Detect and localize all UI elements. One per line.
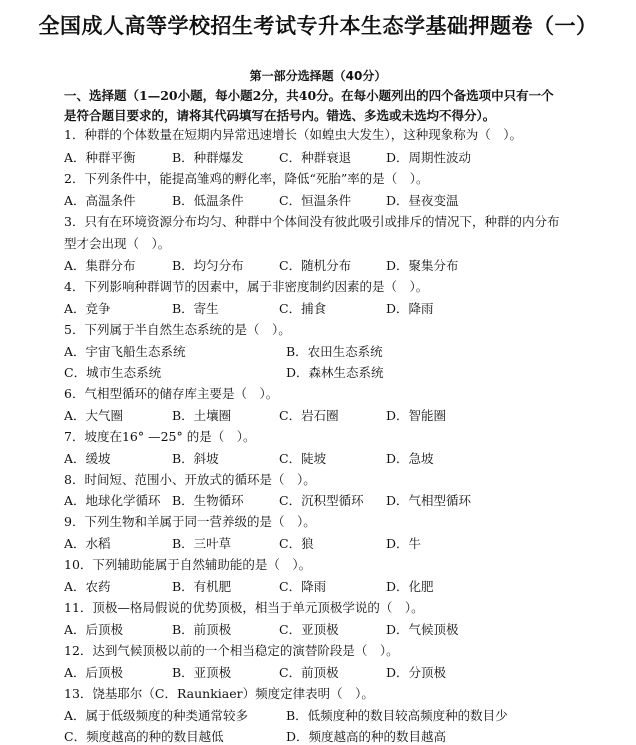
question-4-stem: 4．下列影响种群调节的因素中，属于非密度制约因素的是（ ）。 bbox=[64, 279, 429, 294]
question-11-stem: 11．顶极—格局假说的优势顶极，相当于单元顶极学说的（ ）。 bbox=[64, 600, 424, 615]
question-10-stem: 10．下列辅助能属于自然辅助能的是（ ）。 bbox=[64, 557, 312, 572]
question-2-stem: 2．下列条件中，能提高雏鸡的孵化率，降低“死胎”率的是（ ）。 bbox=[64, 171, 429, 186]
section-instructions-line-1: 一、选择题（1—20小题，每小题2分，共40分。在每小题列出的四个备选项中只有一个 bbox=[64, 88, 554, 103]
question-1-option-b: B．种群爆发 bbox=[172, 150, 244, 165]
question-8-option-a: A．地球化学循环 bbox=[64, 493, 161, 508]
question-9-option-b: B．三叶草 bbox=[172, 536, 232, 551]
question-13-stem: 13．饶基耶尔（C．Raunkiaer）频度定律表明（ ）。 bbox=[64, 686, 374, 701]
question-7-option-b: B．斜坡 bbox=[172, 451, 219, 466]
question-7-option-a: A．缓坡 bbox=[64, 451, 111, 466]
question-5-option-c: C．城市生态系统 bbox=[64, 365, 162, 380]
question-9-stem: 9．下列生物和羊属于同一营养级的是（ ）。 bbox=[64, 514, 316, 529]
question-10-option-c: C．降雨 bbox=[279, 579, 327, 594]
question-13-option-c: C．频度越高的种的数目越低 bbox=[64, 729, 224, 744]
question-4-option-b: B．寄生 bbox=[172, 301, 219, 316]
question-1-option-a: A．种群平衡 bbox=[64, 150, 136, 165]
question-6-option-b: B．土壤圈 bbox=[172, 408, 232, 423]
question-4-option-a: A．竞争 bbox=[64, 301, 111, 316]
question-1-stem: 1．种群的个体数量在短期内异常迅速增长（如蝗虫大发生），这种现象称为（ ）。 bbox=[64, 127, 522, 142]
question-11-option-d: D．气候顶极 bbox=[386, 622, 459, 637]
question-12-option-b: B．亚顶极 bbox=[172, 665, 232, 680]
question-2-option-a: A．高温条件 bbox=[64, 193, 136, 208]
question-11-option-b: B．前顶极 bbox=[172, 622, 232, 637]
question-3-stem-line-1: 3．只有在环境资源分布均匀、种群中个体间没有彼此吸引或排斥的情况下，种群的内分布 bbox=[64, 214, 560, 229]
question-12-option-d: D．分顶极 bbox=[386, 665, 447, 680]
question-12-option-c: C．前顶极 bbox=[279, 665, 339, 680]
question-2-option-b: B．低温条件 bbox=[172, 193, 244, 208]
question-6-option-a: A．大气圈 bbox=[64, 408, 124, 423]
question-4-option-c: C．捕食 bbox=[279, 301, 327, 316]
question-9-option-a: A．水稻 bbox=[64, 536, 111, 551]
question-13-option-d: D．频度越高的种的数目越高 bbox=[286, 729, 447, 744]
question-3-option-a: A．集群分布 bbox=[64, 258, 136, 273]
question-10-option-b: B．有机肥 bbox=[172, 579, 232, 594]
question-11-option-a: A．后顶极 bbox=[64, 622, 124, 637]
question-1-option-c: C．种群衰退 bbox=[279, 150, 352, 165]
question-9-option-d: D．牛 bbox=[386, 536, 422, 551]
question-9-option-c: C．狼 bbox=[279, 536, 314, 551]
question-7-stem: 7．坡度在16° —25° 的是（ ）。 bbox=[64, 429, 256, 444]
question-10-option-a: A．农药 bbox=[64, 579, 111, 594]
question-6-option-d: D．智能圈 bbox=[386, 408, 447, 423]
question-2-option-d: D．昼夜变温 bbox=[386, 193, 459, 208]
question-3-stem-line-2: 型才会出现（ ）。 bbox=[64, 236, 171, 251]
section-instructions-line-2: 是符合题目要求的，请将其代码填写在括号内。错选、多选或未选均不得分）。 bbox=[64, 108, 496, 123]
question-11-option-c: C．亚顶极 bbox=[279, 622, 339, 637]
question-5-option-b: B．农田生态系统 bbox=[286, 344, 383, 359]
question-8-option-d: D．气相型循环 bbox=[386, 493, 472, 508]
question-8-option-c: C．沉积型循环 bbox=[279, 493, 364, 508]
question-13-option-b: B．低频度种的数目较高频度种的数目少 bbox=[286, 708, 508, 723]
question-10-option-d: D．化肥 bbox=[386, 579, 434, 594]
paper-title: 全国成人高等学校招生考试专升本生态学基础押题卷（一） bbox=[38, 14, 598, 38]
question-5-stem: 5．下列属于半自然生态系统的是（ ）。 bbox=[64, 322, 291, 337]
question-8-stem: 8．时间短、范围小、开放式的循环是（ ）。 bbox=[64, 472, 316, 487]
question-5-option-d: D．森林生态系统 bbox=[286, 365, 384, 380]
question-12-stem: 12．达到气候顶极以前的一个相当稳定的演替阶段是（ ）。 bbox=[64, 643, 399, 658]
question-13-option-a: A．属于低级频度的种类通常较多 bbox=[64, 708, 249, 723]
question-2-option-c: C．恒温条件 bbox=[279, 193, 352, 208]
question-8-option-b: B．生物循环 bbox=[172, 493, 244, 508]
question-4-option-d: D．降雨 bbox=[386, 301, 434, 316]
question-1-option-d: D．周期性波动 bbox=[386, 150, 472, 165]
question-3-option-b: B．均匀分布 bbox=[172, 258, 244, 273]
question-12-option-a: A．后顶极 bbox=[64, 665, 124, 680]
question-5-option-a: A．宇宙飞船生态系统 bbox=[64, 344, 186, 359]
part-title: 第一部分选择题（40分） bbox=[249, 69, 387, 83]
question-3-option-d: D．聚集分布 bbox=[386, 258, 459, 273]
question-3-option-c: C．随机分布 bbox=[279, 258, 352, 273]
question-6-option-c: C．岩石圈 bbox=[279, 408, 339, 423]
question-7-option-d: D．急坡 bbox=[386, 451, 434, 466]
question-6-stem: 6．气相型循环的储存库主要是（ ）。 bbox=[64, 386, 279, 401]
question-7-option-c: C．陡坡 bbox=[279, 451, 327, 466]
